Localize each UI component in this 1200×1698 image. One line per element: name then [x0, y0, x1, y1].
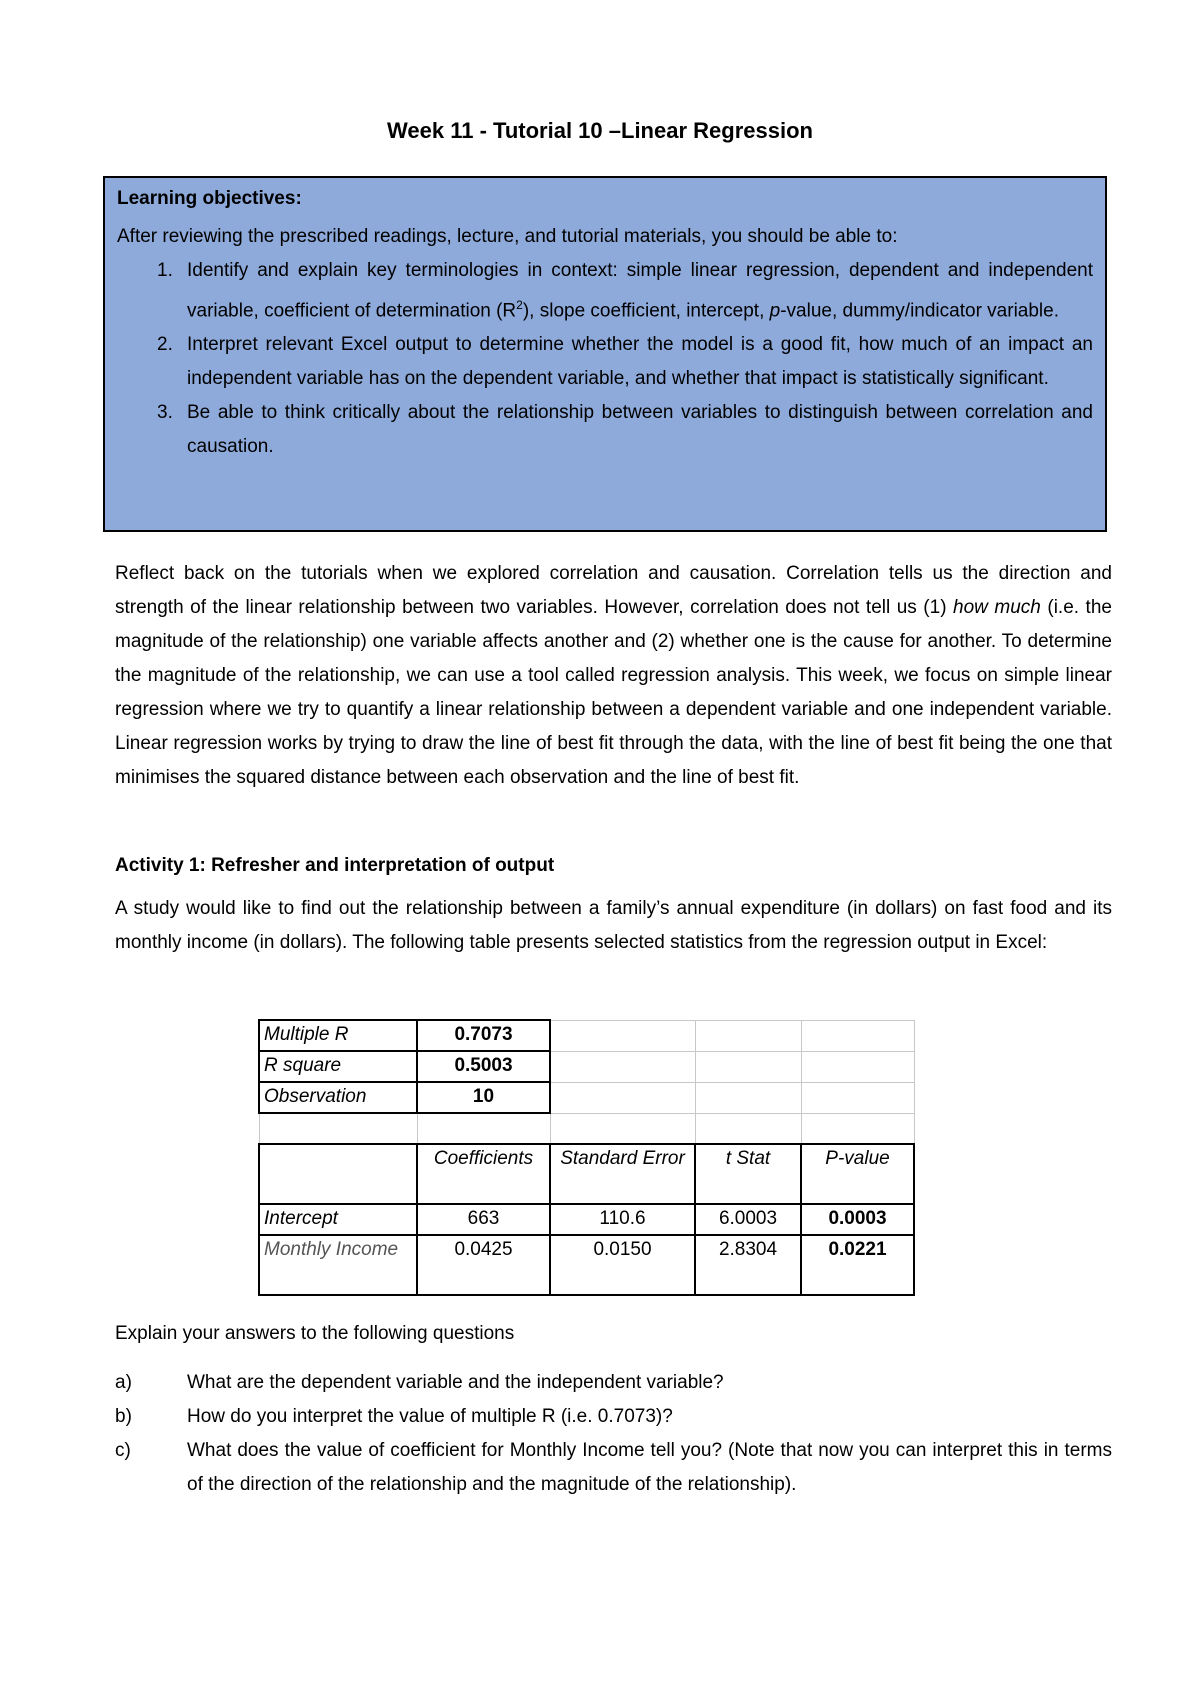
empty-cell [550, 1113, 695, 1144]
italic-p: p [769, 300, 781, 322]
objective-text: Identify and explain key terminologies in context: simple linear regression, dependent and independent variable, coefficient of determination (R [187, 260, 1093, 322]
objectives-intro: After reviewing the prescribed readings, lecture, and tutorial materials, you should be able to: [117, 226, 898, 247]
objective-number: 2. [157, 334, 173, 356]
intro-italic: how much [953, 597, 1041, 618]
table-row [259, 1113, 914, 1144]
empty-cell [550, 1082, 695, 1113]
objective-text: -value, dummy/indicator variable. [780, 300, 1059, 322]
questions-intro: Explain your answers to the following questions [115, 1323, 515, 1344]
empty-cell [801, 1020, 914, 1051]
t-stat-cell: 2.8304 [695, 1235, 801, 1295]
summary-value: 10 [417, 1082, 550, 1113]
objective-text: Interpret relevant Excel output to determine whether the model is a good fit, how much of an impact an independent variable has on the dependent variable, and whether that impact is statistically significant. [187, 334, 1093, 390]
questions-list [115, 1366, 1112, 1502]
empty-cell [801, 1113, 914, 1144]
intro-text: (i.e. the magnitude of the relationship) one variable affects another and (2) whether one is the cause for another. To determine the magnitude of the relationship, we can use a tool called regression analysis. This week, we focus on simple linear regression where we try to quantify a linear relationship between a dependent variable and one independent variable. Linear regression works by trying to draw the line of best fit through the data, with the line of best fit being the one that minimises the squared distance between each observation and the line of best fit. [115, 597, 1112, 788]
row-label: Monthly Income [259, 1235, 417, 1295]
table-row [259, 1020, 914, 1051]
objective-text: ), slope coefficient, intercept, [522, 300, 770, 322]
empty-cell [695, 1020, 801, 1051]
std-error-cell: 0.0150 [550, 1235, 695, 1295]
table-header-row [259, 1144, 914, 1204]
coefficient-cell: 663 [417, 1204, 550, 1235]
objective-number: 1. [157, 260, 173, 281]
t-stat-cell: 6.0003 [695, 1204, 801, 1235]
page-title: Week 11 - Tutorial 10 –Linear Regression [387, 118, 813, 143]
summary-value: 0.5003 [417, 1051, 550, 1082]
question-item [115, 1400, 1112, 1434]
question-text: What does the value of coefficient for Monthly Income tell you? (Note that now you can interpret this in terms of the direction of the relationship and the magnitude of the relationship). [187, 1440, 1112, 1495]
empty-cell [801, 1082, 914, 1113]
summary-value: 0.7073 [417, 1020, 550, 1051]
coefficient-cell: 0.0425 [417, 1235, 550, 1295]
activity-heading: Activity 1: Refresher and interpretation of output [115, 855, 555, 876]
intro-text: Reflect back on the tutorials when we explored correlation and causation. Correlation tells us the direction and strength of the linear relationship between two variables. However, correlation does not tell us (1) [115, 563, 1112, 618]
question-letter: a) [115, 1372, 132, 1393]
question-text: How do you interpret the value of multiple R (i.e. 0.7073)? [187, 1406, 673, 1427]
objective-item [117, 396, 1093, 464]
objective-item [117, 254, 1093, 328]
column-header: t Stat [695, 1144, 801, 1204]
summary-label: Multiple R [259, 1020, 417, 1051]
empty-header-cell [259, 1144, 417, 1204]
empty-cell [550, 1020, 695, 1051]
table-row [259, 1235, 914, 1295]
regression-table [258, 1019, 915, 1296]
activity-paragraph: A study would like to find out the relationship between a family’s annual expenditure (in dollars) on fast food and its monthly income (in dollars). The following table presents selected statistics from the regression output in Excel: [115, 898, 1112, 953]
question-item [115, 1434, 1112, 1502]
question-text: What are the dependent variable and the independent variable? [187, 1372, 724, 1393]
intro-paragraph [115, 557, 1112, 795]
objectives-heading: Learning objectives: [117, 188, 302, 209]
table-row [259, 1082, 914, 1113]
p-value-cell: 0.0221 [801, 1235, 914, 1295]
column-header: P-value [801, 1144, 914, 1204]
superscript: 2 [516, 298, 523, 312]
empty-cell [417, 1113, 550, 1144]
summary-label: R square [259, 1051, 417, 1082]
empty-cell [695, 1113, 801, 1144]
objective-item [117, 328, 1093, 396]
empty-cell [550, 1051, 695, 1082]
column-header: Coefficients [417, 1144, 550, 1204]
p-value-cell: 0.0003 [801, 1204, 914, 1235]
empty-cell [801, 1051, 914, 1082]
summary-label: Observation [259, 1082, 417, 1113]
question-letter: c) [115, 1440, 131, 1461]
empty-cell [259, 1113, 417, 1144]
objective-number: 3. [157, 402, 173, 424]
table-row [259, 1204, 914, 1235]
table-row [259, 1051, 914, 1082]
question-letter: b) [115, 1406, 132, 1427]
objective-text: Be able to think critically about the relationship between variables to distinguish between correlation and causation. [187, 402, 1093, 458]
column-header: Standard Error [550, 1144, 695, 1204]
question-item [115, 1366, 1112, 1400]
learning-objectives-box [103, 176, 1107, 532]
objectives-list [117, 254, 1093, 464]
std-error-cell: 110.6 [550, 1204, 695, 1235]
empty-cell [695, 1082, 801, 1113]
row-label: Intercept [259, 1204, 417, 1235]
empty-cell [695, 1051, 801, 1082]
